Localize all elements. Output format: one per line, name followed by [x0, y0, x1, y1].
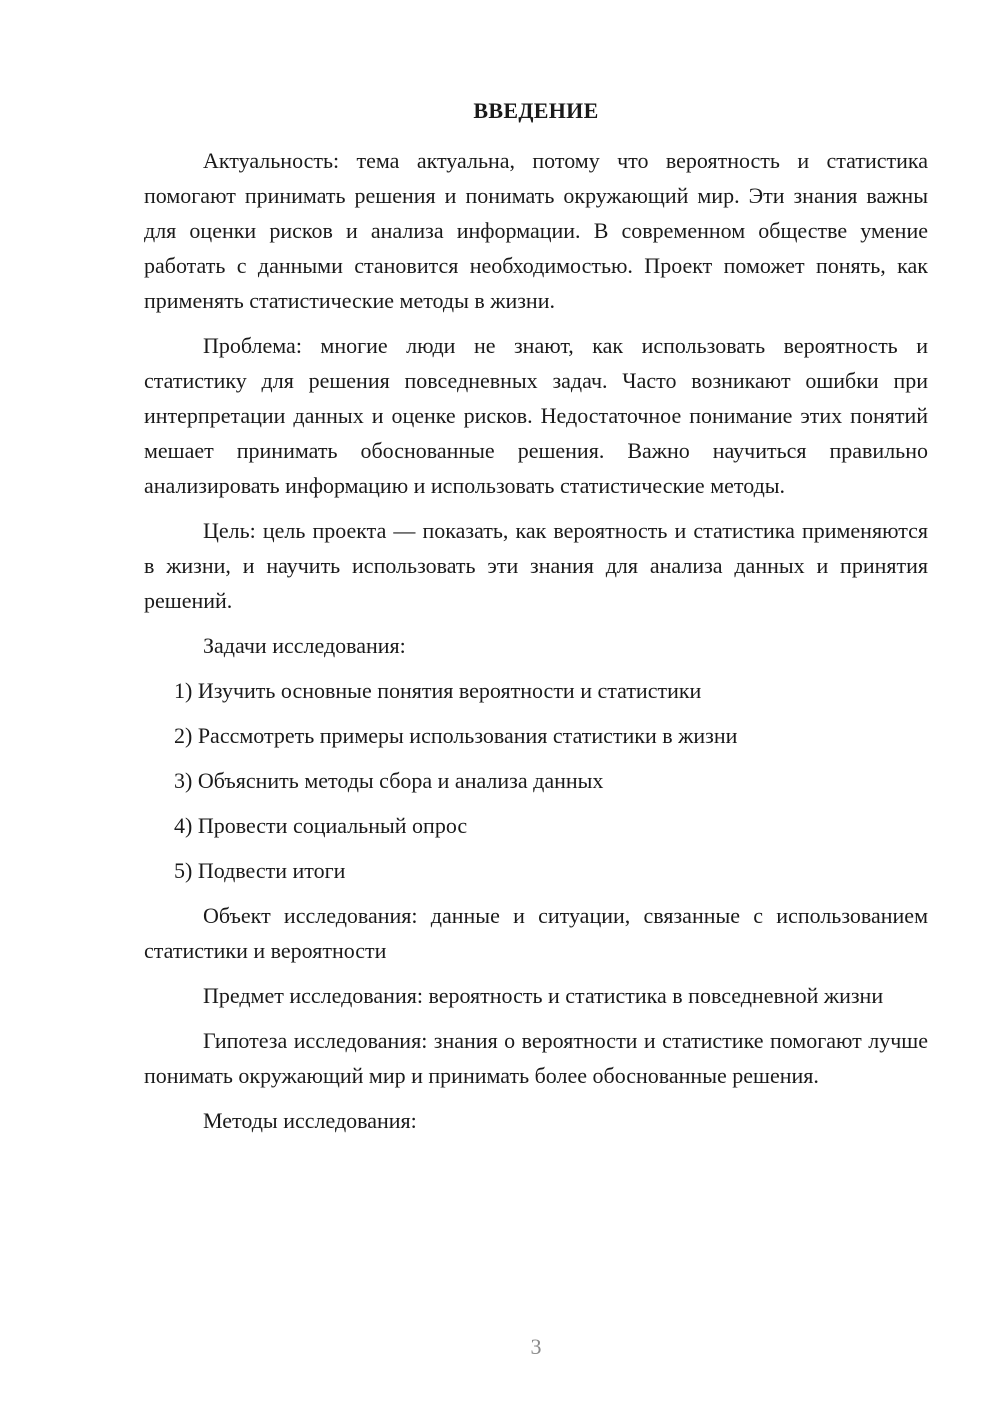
- goal-paragraph: Цель: цель проекта — показать, как вероятность и статистика применяются в жизни, и научить использовать эти знания для анализа данных и принятия решений.: [144, 518, 928, 613]
- problem-paragraph: Проблема: многие люди не знают, как использовать вероятность и статистику для решения повседневных задач. Часто возникают ошибки при интерпретации данных и оценке рисков. Недостаточное понимание этих понятий мешает принимать обоснованные решения. Важно научиться правильно анализировать информацию и использовать статистические методы.: [144, 333, 928, 498]
- page-number: 3: [530, 1334, 542, 1359]
- page-title: ВВЕДЕНИЕ: [473, 98, 599, 123]
- object-paragraph: Объект исследования: данные и ситуации, связанные с использованием статистики и вероятности: [144, 903, 928, 963]
- relevance-paragraph: Актуальность: тема актуальна, потому что вероятность и статистика помогают принимать решения и понимать окружающий мир. Эти знания важны для оценки рисков и анализа информации. В современном обществе умение работать с данными становится необходимостью. Проект поможет понять, как применять статистические методы в жизни.: [144, 148, 928, 313]
- subject-paragraph: Предмет исследования: вероятность и статистика в повседневной жизни: [203, 983, 884, 1008]
- tasks-heading: Задачи исследования:: [203, 633, 406, 658]
- list-item: 3) Объяснить методы сбора и анализа данных: [174, 768, 604, 793]
- list-item: 1) Изучить основные понятия вероятности и статистики: [174, 678, 702, 703]
- list-item: 5) Подвести итоги: [174, 858, 346, 883]
- tasks-list: [144, 673, 928, 888]
- list-item: 2) Рассмотреть примеры использования статистики в жизни: [174, 723, 738, 748]
- methods-heading: Методы исследования:: [203, 1108, 417, 1133]
- document-body: [144, 143, 928, 1148]
- hypothesis-paragraph: Гипотеза исследования: знания о вероятности и статистике помогают лучше понимать окружающий мир и принимать более обоснованные решения.: [144, 1028, 928, 1088]
- list-item: 4) Провести социальный опрос: [174, 813, 468, 838]
